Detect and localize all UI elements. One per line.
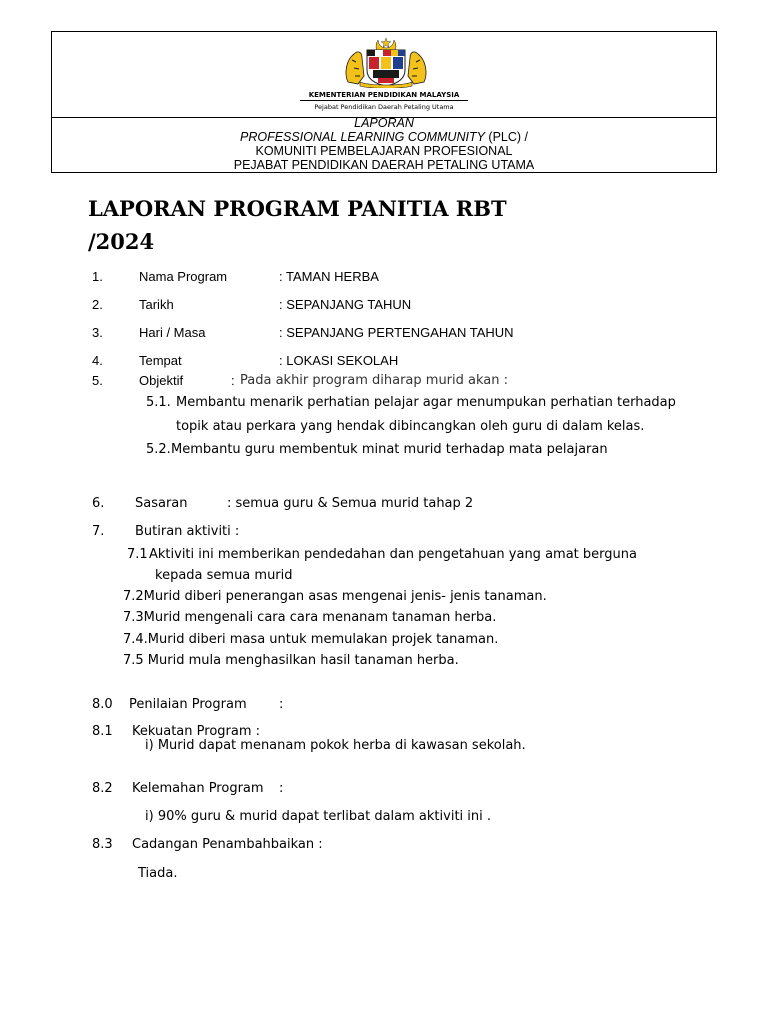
header-line2-rest: (PLC) /: [484, 130, 528, 144]
activity-item: 7.2Murid diberi penerangan asas mengenai jenis- jenis tanaman.: [123, 589, 547, 604]
item-label: Objektif: [139, 373, 184, 388]
item-label: Nama Program: [139, 269, 228, 284]
item-value: : TAMAN HERBA: [279, 269, 379, 284]
item-number: 7.: [92, 524, 105, 539]
objektif-point-text-cont: topik atau perkara yang hendak dibincangkan oleh guru di dalam kelas.: [176, 419, 645, 434]
item-colon: :: [279, 697, 284, 712]
header-line4: PEJABAT PENDIDIKAN DAERAH PETALING UTAMA: [233, 158, 535, 172]
activity-text: Aktiviti ini memberikan pendedahan dan pengetahuan yang amat berguna: [149, 547, 637, 562]
sub-number: 8.2: [92, 781, 113, 796]
activity-item: 7.5 Murid mula menghasilkan hasil tanaman herba.: [123, 653, 459, 668]
item-number: 6.: [92, 496, 105, 511]
objektif-point-number: 5.2.: [146, 442, 171, 457]
item-label: Tarikh: [139, 297, 174, 312]
sub-label: Cadangan Penambahbaikan :: [132, 837, 323, 852]
ministry-divider: [300, 100, 468, 101]
item-label: Penilaian Program: [129, 697, 247, 712]
objektif-point-text: Membantu guru membentuk minat murid terhadap mata pelajaran: [171, 442, 608, 457]
header-box: [51, 31, 717, 173]
header-line1: LAPORAN: [354, 116, 414, 130]
activity-item: 7.4.Murid diberi masa untuk memulakan projek tanaman.: [123, 632, 499, 647]
ministry-name: KEMENTERIAN PENDIDIKAN MALAYSIA: [308, 91, 460, 99]
header-line2: [52, 130, 716, 144]
item-number: 2.: [92, 297, 103, 312]
activity-item: 7.3Murid mengenali cara cara menanam tanaman herba.: [123, 610, 497, 625]
office-name: Pejabat Pendidikan Daerah Petaling Utama: [314, 103, 454, 111]
item-value: : SEPANJANG PERTENGAHAN TAHUN: [279, 325, 514, 340]
sub-number: 8.3: [92, 837, 113, 852]
objektif-point-number: 5.1.: [146, 395, 171, 410]
header-line2-italic: PROFESSIONAL LEARNING COMMUNITY: [239, 130, 485, 144]
item-number: 1.: [92, 269, 103, 284]
report-title-line1: LAPORAN PROGRAM PANITIA RBT: [88, 196, 507, 221]
sub-item: i) 90% guru & murid dapat terlibat dalam aktiviti ini .: [145, 809, 492, 824]
sub-number: 8.1: [92, 724, 113, 739]
activity-text-cont: kepada semua murid: [155, 568, 293, 583]
header-line3: KOMUNITI PEMBELAJARAN PROFESIONAL: [255, 144, 513, 158]
item-value: : semua guru & Semua murid tahap 2: [227, 496, 474, 511]
item-label: Butiran aktiviti :: [135, 524, 240, 539]
activity-number: 7.1: [127, 547, 148, 562]
item-colon: :: [231, 373, 235, 388]
report-title-line2: /2024: [88, 229, 155, 254]
item-number: 5.: [92, 373, 103, 388]
item-label: Sasaran: [135, 496, 188, 511]
item-number: 8.0: [92, 697, 113, 712]
sub-item: i) Murid dapat menanam pokok herba di kawasan sekolah.: [145, 738, 526, 753]
sub-label: Kelemahan Program: [132, 781, 264, 796]
sub-item: Tiada.: [138, 866, 178, 881]
item-label: Hari / Masa: [139, 325, 206, 340]
sub-colon: :: [279, 781, 284, 796]
item-number: 3.: [92, 325, 103, 340]
item-label: Tempat: [139, 353, 182, 368]
item-value: : SEPANJANG TAHUN: [279, 297, 412, 312]
item-number: 4.: [92, 353, 103, 368]
sub-label: Kekuatan Program :: [132, 724, 261, 739]
item-value: : LOKASI SEKOLAH: [279, 353, 399, 368]
objektif-point-text: Membantu menarik perhatian pelajar agar menumpukan perhatian terhadap: [176, 395, 676, 410]
objektif-intro: Pada akhir program diharap murid akan :: [240, 373, 509, 388]
coat-of-arms-logo: [340, 36, 432, 88]
